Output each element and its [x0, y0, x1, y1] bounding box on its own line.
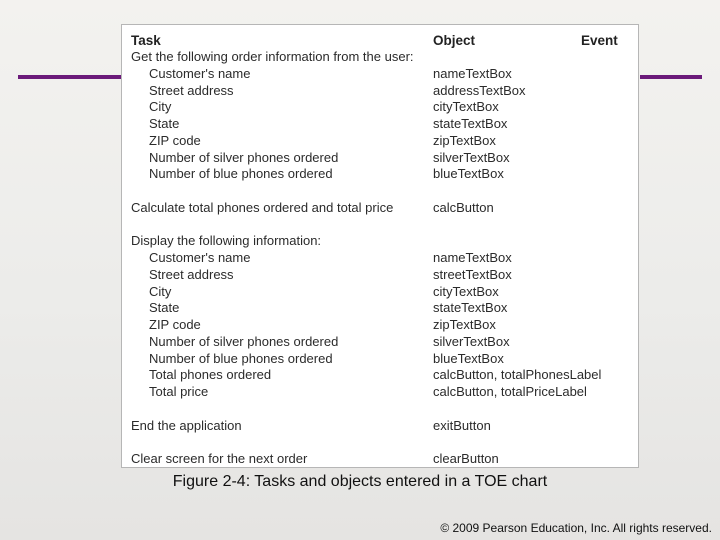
- task-cell: State: [149, 116, 180, 131]
- object-cell: blueTextBox: [433, 350, 504, 366]
- task-cell: Number of silver phones ordered: [149, 333, 339, 349]
- table-row: [122, 317, 638, 334]
- table-row: [122, 300, 638, 317]
- table-row: [122, 434, 638, 451]
- object-cell: zipTextBox: [433, 132, 496, 148]
- event-cell: [577, 284, 638, 301]
- event-cell: [577, 150, 638, 167]
- event-cell: [577, 351, 638, 368]
- task-cell: Street address: [149, 266, 234, 282]
- object-cell: stateTextBox: [433, 300, 508, 316]
- table-row: [122, 133, 638, 150]
- table-row: [122, 334, 638, 351]
- task-cell: [122, 434, 423, 451]
- task-cell: ZIP code: [149, 132, 201, 148]
- object-cell: silverTextBox: [433, 333, 510, 349]
- table-row: [122, 217, 638, 234]
- task-cell: State: [149, 300, 180, 316]
- object-cell: streetTextBox: [433, 266, 512, 282]
- table-row: [122, 66, 638, 83]
- event-cell: [577, 99, 638, 116]
- table-row: [122, 384, 638, 401]
- event-cell: [577, 116, 638, 133]
- object-cell: calcButton: [433, 199, 494, 215]
- table-row: [122, 49, 638, 66]
- event-cell: [577, 233, 638, 250]
- table-row: [122, 166, 638, 183]
- table-row: [122, 233, 638, 250]
- event-cell: [577, 451, 638, 468]
- object-cell: zipTextBox: [433, 317, 496, 332]
- task-cell: Display the following information:: [131, 233, 322, 249]
- event-cell: [577, 334, 638, 351]
- table-row: [122, 99, 638, 116]
- table-row: [122, 284, 638, 301]
- copyright-notice: © 2009 Pearson Education, Inc. All rights reserved.: [440, 521, 712, 535]
- task-cell: Number of blue phones ordered: [149, 350, 333, 366]
- table-row: [122, 267, 638, 284]
- table-row: [122, 83, 638, 100]
- object-cell: [423, 401, 577, 418]
- figure-caption: Figure 2-4: Tasks and objects entered in a TOE chart: [172, 473, 548, 490]
- object-cell: calcButton, totalPhonesLabel: [433, 367, 602, 383]
- table-row: [122, 367, 638, 384]
- task-cell: ZIP code: [149, 317, 201, 332]
- event-cell: [577, 217, 638, 234]
- object-cell: [423, 49, 577, 66]
- task-cell: Get the following order information from the user:: [131, 49, 414, 64]
- task-cell: Customer's name: [149, 65, 251, 81]
- task-cell: [122, 217, 423, 234]
- table-row: [122, 183, 638, 200]
- task-cell: Customer's name: [149, 250, 251, 265]
- table-row: [122, 351, 638, 368]
- event-cell: [577, 418, 638, 435]
- toe-chart-body: [122, 49, 638, 468]
- object-cell: addressTextBox: [433, 82, 526, 98]
- object-cell: stateTextBox: [433, 116, 508, 131]
- table-row: [122, 250, 638, 267]
- header-event: Event: [581, 33, 618, 48]
- object-cell: nameTextBox: [433, 250, 512, 265]
- event-cell: [577, 166, 638, 183]
- object-cell: exitButton: [433, 417, 491, 433]
- task-cell: Number of silver phones ordered: [149, 149, 339, 165]
- task-cell: City: [149, 283, 172, 299]
- event-cell: [577, 83, 638, 100]
- object-cell: nameTextBox: [433, 65, 512, 81]
- object-cell: [423, 183, 577, 200]
- event-cell: [577, 300, 638, 317]
- header-task: Task: [131, 33, 161, 48]
- object-cell: silverTextBox: [433, 149, 510, 165]
- table-row: [122, 401, 638, 418]
- toe-chart-table: [122, 32, 638, 468]
- object-cell: [423, 217, 577, 234]
- object-cell: [423, 233, 577, 250]
- table-row: [122, 451, 638, 468]
- object-cell: cityTextBox: [433, 283, 499, 299]
- table-row: [122, 116, 638, 133]
- task-cell: Number of blue phones ordered: [149, 166, 333, 182]
- task-cell: Total price: [149, 384, 209, 399]
- task-cell: [122, 183, 423, 200]
- event-cell: [577, 434, 638, 451]
- object-cell: calcButton, totalPriceLabel: [433, 384, 587, 399]
- object-cell: blueTextBox: [433, 166, 504, 182]
- table-row: [122, 418, 638, 435]
- task-cell: Clear screen for the next order: [131, 451, 308, 466]
- table-row: [122, 150, 638, 167]
- accent-line-left: [18, 75, 122, 79]
- object-cell: cityTextBox: [433, 99, 499, 115]
- object-cell: [423, 434, 577, 451]
- event-cell: [577, 250, 638, 267]
- event-cell: [577, 66, 638, 83]
- header-object: Object: [433, 33, 476, 48]
- table-row: [122, 200, 638, 217]
- event-cell: [577, 401, 638, 418]
- task-cell: End the application: [131, 417, 242, 433]
- object-cell: clearButton: [433, 451, 499, 466]
- toe-chart-figure: [121, 24, 639, 468]
- event-cell: [577, 267, 638, 284]
- task-cell: Calculate total phones ordered and total price: [131, 199, 394, 215]
- task-cell: Total phones ordered: [149, 367, 272, 383]
- task-cell: Street address: [149, 82, 234, 98]
- toe-chart-header-row: [122, 32, 638, 49]
- event-cell: [577, 200, 638, 217]
- task-cell: [122, 401, 423, 418]
- event-cell: [577, 133, 638, 150]
- event-cell: [577, 49, 638, 66]
- accent-line-right: [640, 75, 702, 79]
- task-cell: City: [149, 99, 172, 115]
- event-cell: [577, 317, 638, 334]
- event-cell: [577, 183, 638, 200]
